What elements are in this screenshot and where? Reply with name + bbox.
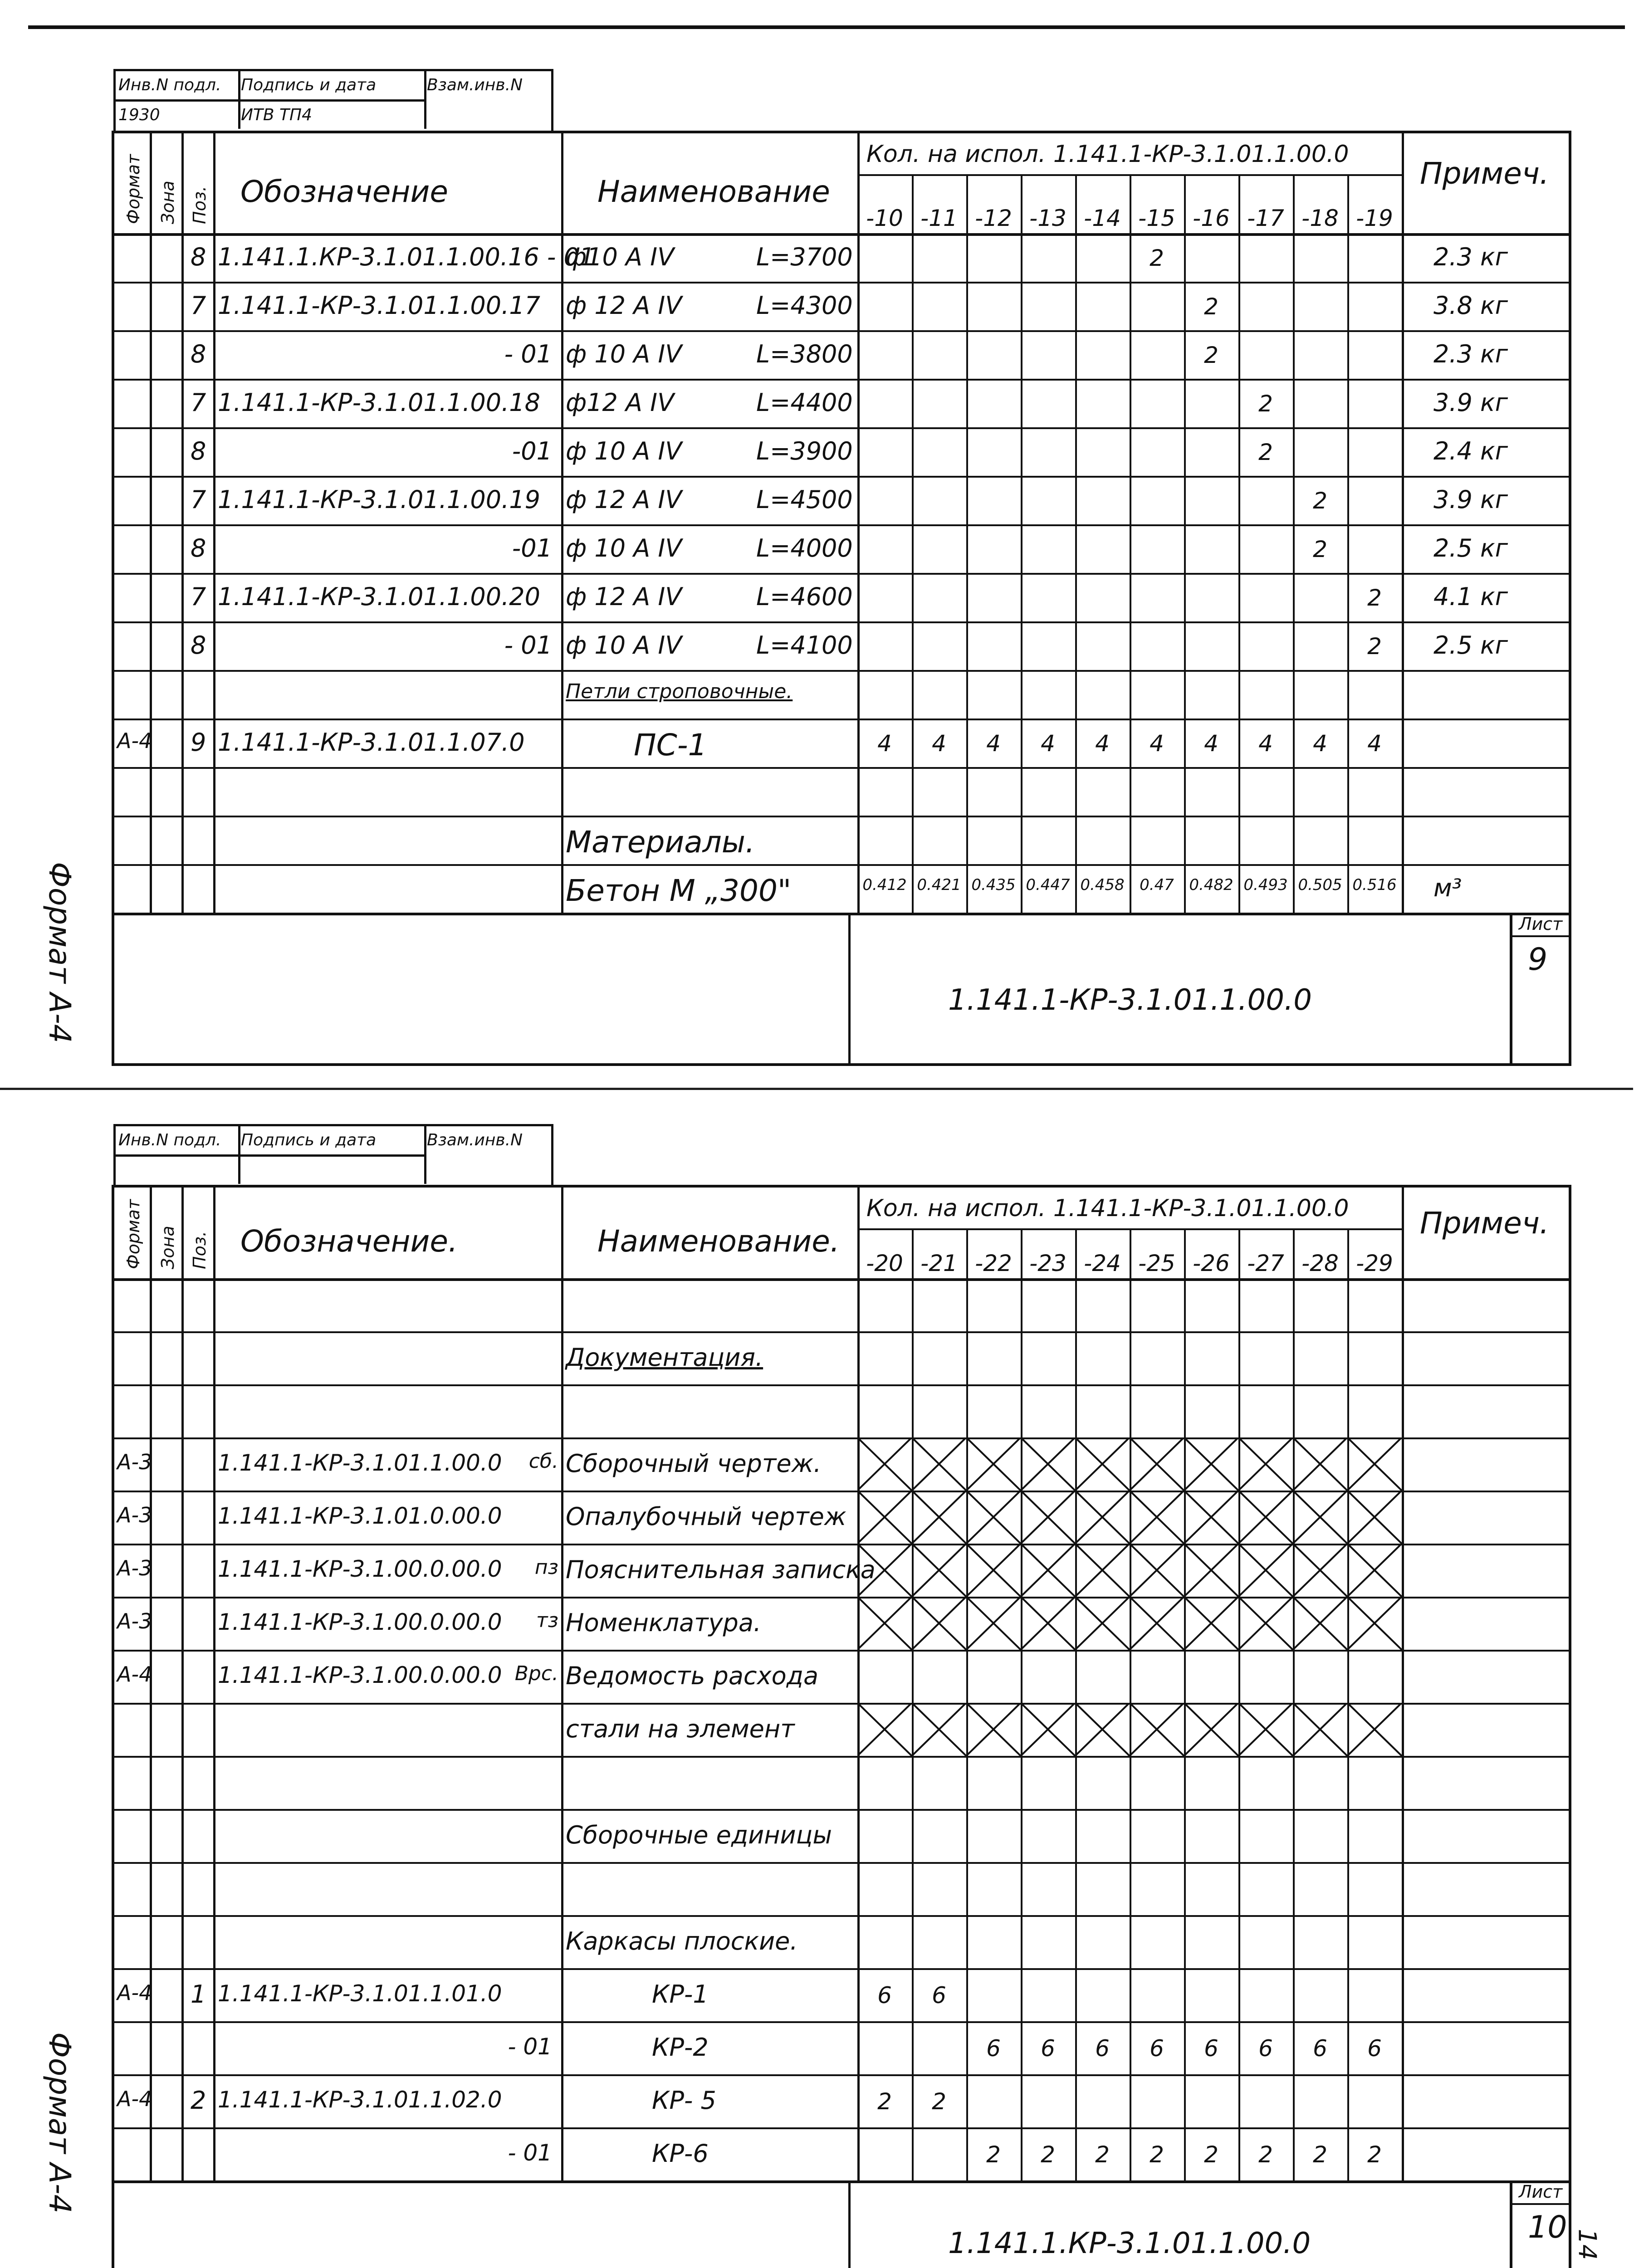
name-cell: КР-6 bbox=[652, 2139, 709, 2168]
cross-mark bbox=[912, 1703, 966, 1756]
qty-column-label: -25 bbox=[1138, 1250, 1175, 1276]
row-divider bbox=[114, 670, 1569, 672]
pos-header: Поз. bbox=[190, 186, 210, 224]
stamp-header-cell: Подпись и дата bbox=[238, 71, 426, 99]
designation-suffix: сб. bbox=[528, 1449, 558, 1473]
qty-cell: 0.412 bbox=[862, 875, 907, 894]
cross-mark bbox=[1075, 1597, 1130, 1650]
qty-cell: 4 bbox=[932, 730, 946, 757]
designation-cell: - 01 bbox=[508, 2033, 552, 2060]
name-cell: КР- 5 bbox=[652, 2086, 716, 2115]
row-divider bbox=[114, 1650, 1569, 1652]
row-divider bbox=[114, 379, 1569, 381]
qty-cell: 0.458 bbox=[1080, 875, 1125, 894]
qty-column-label: -11 bbox=[920, 205, 958, 231]
designation-cell: -01 bbox=[512, 533, 552, 562]
row-divider bbox=[114, 767, 1569, 769]
row-divider bbox=[114, 1862, 1569, 1864]
qty-column-label: -21 bbox=[920, 1250, 958, 1276]
stamp-header-cell: Подпись и дата bbox=[238, 1126, 426, 1154]
qty-cell: 4 bbox=[1313, 730, 1327, 757]
row-divider bbox=[114, 1384, 1569, 1386]
qty-cell: 2 bbox=[1313, 487, 1327, 514]
sheet-2 bbox=[112, 1185, 1602, 2268]
row-divider bbox=[114, 524, 1569, 526]
length-cell: L=4000 bbox=[756, 533, 853, 562]
cross-mark bbox=[912, 1597, 966, 1650]
name-cell: Ведомость расхода bbox=[566, 1661, 819, 1690]
qty-column-divider bbox=[1238, 176, 1240, 913]
name-cell: Каркасы плоские. bbox=[566, 1926, 798, 1955]
qty-column-label: -15 bbox=[1138, 205, 1175, 231]
row-divider bbox=[114, 2021, 1569, 2023]
title-divider bbox=[848, 913, 851, 1063]
format-cell: А-3 bbox=[117, 1449, 152, 1474]
pos-cell: 9 bbox=[191, 728, 206, 757]
row-divider bbox=[114, 1968, 1569, 1970]
pos-cell: 8 bbox=[191, 631, 206, 660]
name-cell: Материалы. bbox=[566, 824, 755, 860]
note-cell: 2.3 кг bbox=[1433, 242, 1508, 271]
pos-cell: 7 bbox=[191, 388, 206, 417]
row-divider bbox=[114, 1809, 1569, 1811]
row-divider bbox=[114, 1915, 1569, 1917]
note-header: Примеч. bbox=[1420, 1206, 1549, 1241]
cross-mark bbox=[857, 1544, 912, 1597]
cross-mark bbox=[1347, 1437, 1402, 1491]
designation-cell: 1.141.1-КР-3.1.00.0.00.0 bbox=[218, 1662, 502, 1688]
qty-column-divider bbox=[1075, 176, 1077, 913]
qty-cell: 6 bbox=[1095, 2035, 1110, 2062]
column-divider bbox=[857, 1188, 860, 2180]
name-cell: Петли строповочные. bbox=[566, 679, 793, 703]
qty-column-label: -18 bbox=[1301, 205, 1339, 231]
qty-column-label: -16 bbox=[1193, 205, 1230, 231]
qty-cell: 2 bbox=[1258, 2141, 1273, 2168]
row-divider bbox=[114, 330, 1569, 332]
qty-cell: 4 bbox=[1204, 730, 1218, 757]
qty-column-label: -27 bbox=[1247, 1250, 1284, 1276]
name-cell: ф 10 А IV bbox=[566, 339, 682, 368]
length-cell: L=4400 bbox=[756, 388, 853, 417]
name-cell: ф12 А IV bbox=[566, 388, 675, 417]
cross-mark bbox=[1293, 1703, 1347, 1756]
cross-mark bbox=[966, 1437, 1021, 1491]
pos-cell: 8 bbox=[191, 339, 206, 368]
note-cell: 3.8 кг bbox=[1433, 291, 1508, 320]
row-divider bbox=[114, 1331, 1569, 1333]
qty-cell: 6 bbox=[1041, 2035, 1055, 2062]
qty-cell: 2 bbox=[1204, 293, 1218, 320]
zone-header: Зона bbox=[158, 1226, 178, 1269]
cross-mark bbox=[1184, 1491, 1238, 1544]
qty-cell: 6 bbox=[932, 1982, 946, 2009]
designation-cell: 1.141.1-КР-3.1.01.1.01.0 bbox=[218, 1980, 502, 2007]
qty-column-divider bbox=[912, 176, 914, 913]
format-cell: А-4 bbox=[117, 2086, 152, 2111]
length-cell: L=4600 bbox=[756, 582, 853, 611]
top-rule bbox=[28, 25, 1625, 29]
cross-mark bbox=[857, 1437, 912, 1491]
qty-cell: 0.435 bbox=[971, 875, 1016, 894]
qty-column-label: -26 bbox=[1193, 1250, 1230, 1276]
cross-mark bbox=[1238, 1491, 1293, 1544]
stamp-block bbox=[113, 69, 553, 132]
qty-cell: 0.493 bbox=[1243, 875, 1288, 894]
column-divider bbox=[857, 133, 860, 913]
qty-cell: 2 bbox=[1313, 536, 1327, 562]
cross-mark bbox=[1184, 1597, 1238, 1650]
qty-column-label: -22 bbox=[975, 1250, 1012, 1276]
cross-mark bbox=[1130, 1703, 1184, 1756]
qty-cell: 4 bbox=[1367, 730, 1382, 757]
cross-mark bbox=[1021, 1703, 1075, 1756]
name-cell: ф 10 А IV bbox=[566, 631, 682, 660]
qty-cell: 2 bbox=[1150, 244, 1164, 271]
format-cell: А-3 bbox=[117, 1608, 152, 1633]
row-divider bbox=[114, 573, 1569, 575]
pos-cell: 7 bbox=[191, 291, 206, 320]
name-cell: Сборочные единицы bbox=[566, 1820, 832, 1849]
qty-cell: 2 bbox=[1204, 342, 1218, 368]
designation-cell: - 01 bbox=[504, 631, 552, 660]
note-cell: 2.5 кг bbox=[1433, 631, 1508, 660]
pos-cell: 8 bbox=[191, 242, 206, 271]
qty-column-divider bbox=[1184, 176, 1186, 913]
note-cell: 3.9 кг bbox=[1433, 388, 1508, 417]
qty-column-label: -17 bbox=[1247, 205, 1284, 231]
cross-mark bbox=[857, 1491, 912, 1544]
cross-mark bbox=[1075, 1491, 1130, 1544]
qty-cell: 2 bbox=[986, 2141, 1001, 2168]
name-header: Наименование. bbox=[597, 1224, 840, 1259]
column-divider bbox=[181, 1188, 184, 2180]
qty-column-divider bbox=[1130, 176, 1131, 913]
cross-mark bbox=[1293, 1491, 1347, 1544]
drawing-code: 1.141.1-КР-3.1.01.1.00.0 bbox=[948, 983, 1312, 1017]
qty-cell: 6 bbox=[1367, 2035, 1382, 2062]
name-cell: ф10 А IV bbox=[566, 242, 675, 271]
stamp-header-cell: Инв.N подл. bbox=[116, 1126, 240, 1154]
sheet-1 bbox=[112, 131, 1571, 1066]
row-divider bbox=[114, 2127, 1569, 2129]
name-cell: КР-2 bbox=[652, 2033, 709, 2062]
qty-cell: 4 bbox=[1258, 730, 1273, 757]
note-cell: м³ bbox=[1433, 873, 1462, 902]
cross-mark bbox=[1347, 1597, 1402, 1650]
qty-column-label: -14 bbox=[1084, 205, 1121, 231]
stamp-header-cell: Инв.N подл. bbox=[116, 71, 240, 99]
length-cell: L=3800 bbox=[756, 339, 853, 368]
qty-cell: 2 bbox=[1367, 633, 1382, 660]
sheet-number: 9 bbox=[1528, 942, 1548, 978]
designation-suffix: пз bbox=[534, 1555, 558, 1579]
qty-cell: 0.516 bbox=[1352, 875, 1397, 894]
qty-cell: 4 bbox=[877, 730, 892, 757]
qty-cell: 0.482 bbox=[1189, 875, 1233, 894]
designation-cell: 1.141.1-КР-3.1.01.1.00.20 bbox=[218, 582, 541, 611]
stamp-header-cell: Взам.инв.N bbox=[424, 71, 553, 99]
qty-cell: 4 bbox=[1150, 730, 1164, 757]
qty-column-divider bbox=[1347, 176, 1349, 913]
name-cell: ф 10 А IV bbox=[566, 436, 682, 465]
pos-cell: 8 bbox=[191, 533, 206, 562]
name-cell: КР-1 bbox=[652, 1980, 709, 2009]
cross-mark bbox=[1293, 1437, 1347, 1491]
cross-mark bbox=[1130, 1597, 1184, 1650]
qty-cell: 2 bbox=[877, 2088, 892, 2115]
length-cell: L=4100 bbox=[756, 631, 853, 660]
qty-cell: 6 bbox=[1204, 2035, 1218, 2062]
designation-header: Обозначение. bbox=[240, 1224, 458, 1259]
length-cell: L=3900 bbox=[756, 436, 853, 465]
qty-cell: 4 bbox=[1095, 730, 1110, 757]
sheet-label-rule bbox=[1510, 2203, 1569, 2205]
qty-column-label: -23 bbox=[1029, 1250, 1067, 1276]
qty-cell: 6 bbox=[1313, 2035, 1327, 2062]
format-header: Формат bbox=[123, 154, 143, 224]
qty-column-divider bbox=[966, 176, 968, 913]
cross-mark bbox=[1184, 1544, 1238, 1597]
designation-header: Обозначение bbox=[240, 174, 448, 209]
qty-column-divider bbox=[1021, 176, 1022, 913]
cross-mark bbox=[1238, 1544, 1293, 1597]
qty-column-label: -24 bbox=[1084, 1250, 1121, 1276]
row-divider bbox=[114, 864, 1569, 866]
name-cell: Сборочный чертеж. bbox=[566, 1449, 822, 1478]
format-header: Формат bbox=[123, 1199, 143, 1269]
format-cell: А-4 bbox=[117, 728, 152, 753]
cross-mark bbox=[1184, 1437, 1238, 1491]
row-divider bbox=[114, 719, 1569, 720]
cross-mark bbox=[1347, 1544, 1402, 1597]
qty-column-label: -13 bbox=[1029, 205, 1067, 231]
designation-suffix: Врс. bbox=[514, 1662, 558, 1685]
title-block bbox=[114, 2180, 1569, 2268]
cross-mark bbox=[1184, 1703, 1238, 1756]
name-cell: стали на элемент bbox=[566, 1714, 795, 1743]
designation-cell: 1.141.1-КР-3.1.01.1.00.19 bbox=[218, 485, 541, 514]
format-cell: А-3 bbox=[117, 1502, 152, 1527]
row-divider bbox=[114, 621, 1569, 623]
qty-cell: 0.505 bbox=[1298, 875, 1342, 894]
cross-mark bbox=[1130, 1544, 1184, 1597]
qty-header: Кол. на испол. 1.141.1-КР-3.1.01.1.00.0 bbox=[866, 1195, 1349, 1222]
cross-mark bbox=[912, 1491, 966, 1544]
cross-mark bbox=[1293, 1544, 1347, 1597]
qty-cell: 0.421 bbox=[917, 875, 961, 894]
qty-cell: 6 bbox=[877, 1982, 892, 2009]
note-cell: 3.9 кг bbox=[1433, 485, 1508, 514]
cross-mark bbox=[966, 1703, 1021, 1756]
qty-header: Кол. на испол. 1.141.1-КР-3.1.01.1.00.0 bbox=[866, 141, 1349, 168]
pos-cell: 1 bbox=[191, 1980, 206, 2009]
stamp-value-cell: ИТВ ТП4 bbox=[238, 99, 426, 129]
stamp-block bbox=[113, 1124, 553, 1187]
name-cell: Номенклатура. bbox=[566, 1608, 762, 1637]
note-header: Примеч. bbox=[1420, 156, 1549, 191]
format-cell: А-4 bbox=[117, 1662, 152, 1686]
cross-mark bbox=[1130, 1437, 1184, 1491]
qty-cell: 2 bbox=[1258, 390, 1273, 417]
qty-column-label: -19 bbox=[1356, 205, 1393, 231]
cross-mark bbox=[966, 1597, 1021, 1650]
name-cell: Пояснительная записка bbox=[566, 1555, 876, 1584]
designation-suffix: тз bbox=[536, 1608, 558, 1632]
qty-cell: 2 bbox=[1041, 2141, 1055, 2168]
qty-column-label: -10 bbox=[866, 205, 903, 231]
pos-header: Поз. bbox=[190, 1231, 210, 1269]
length-cell: L=4300 bbox=[756, 291, 853, 320]
qty-cell: 2 bbox=[1367, 2141, 1382, 2168]
pos-cell: 7 bbox=[191, 582, 206, 611]
pos-cell: 7 bbox=[191, 485, 206, 514]
designation-cell: 1.141.1-КР-3.1.01.0.00.0 bbox=[218, 1502, 502, 1529]
pos-cell: 2 bbox=[191, 2086, 206, 2115]
row-divider bbox=[114, 427, 1569, 429]
qty-cell: 4 bbox=[1041, 730, 1055, 757]
qty-column-label: -20 bbox=[866, 1250, 903, 1276]
stamp-value-cell: 1930 bbox=[116, 99, 240, 129]
cross-mark bbox=[1293, 1597, 1347, 1650]
designation-cell: 1.141.1-КР-3.1.00.0.00.0 bbox=[218, 1555, 502, 1582]
qty-cell: 2 bbox=[1258, 439, 1273, 465]
qty-cell: 2 bbox=[1313, 2141, 1327, 2168]
row-divider bbox=[114, 2074, 1569, 2076]
cross-mark bbox=[1238, 1703, 1293, 1756]
qty-cell: 2 bbox=[1367, 584, 1382, 611]
cross-mark bbox=[1238, 1597, 1293, 1650]
cross-mark bbox=[1021, 1491, 1075, 1544]
cross-mark bbox=[1021, 1544, 1075, 1597]
cross-mark bbox=[857, 1703, 912, 1756]
pos-cell: 8 bbox=[191, 436, 206, 465]
length-cell: L=4500 bbox=[756, 485, 853, 514]
sheet-label: Лист bbox=[1519, 2182, 1563, 2202]
stamp-value-cell bbox=[116, 1154, 240, 1184]
designation-cell: 1.141.1-КР-3.1.01.1.07.0 bbox=[218, 728, 525, 757]
row-divider bbox=[114, 816, 1569, 817]
sheet-number: 10 bbox=[1528, 2209, 1567, 2245]
column-divider bbox=[181, 133, 184, 913]
column-divider bbox=[1402, 133, 1404, 913]
designation-cell: -01 bbox=[512, 436, 552, 465]
name-cell: ф 12 А IV bbox=[566, 291, 682, 320]
qty-cell: 2 bbox=[1204, 2141, 1218, 2168]
cross-mark bbox=[1347, 1491, 1402, 1544]
name-cell: ф 12 А IV bbox=[566, 485, 682, 514]
stamp-value-cell bbox=[238, 1154, 426, 1184]
drawing-code: 1.141.1.КР-3.1.01.1.00.0 bbox=[948, 2227, 1311, 2260]
designation-cell: 1.141.1.КР-3.1.01.1.00.16 - 01 bbox=[218, 242, 595, 271]
corner-sheet-number: 14 bbox=[1573, 2229, 1602, 2260]
format-cell: А-4 bbox=[117, 1980, 152, 2005]
cross-mark bbox=[1021, 1437, 1075, 1491]
column-divider bbox=[213, 133, 215, 913]
row-divider bbox=[114, 282, 1569, 284]
qty-cell: 4 bbox=[986, 730, 1001, 757]
format-label-1: Формат А-4 bbox=[42, 862, 77, 1043]
designation-cell: - 01 bbox=[504, 339, 552, 368]
row-divider bbox=[114, 476, 1569, 478]
cross-mark bbox=[1130, 1491, 1184, 1544]
stamp-header-cell: Взам.инв.N bbox=[424, 1126, 553, 1154]
qty-cell: 0.47 bbox=[1140, 875, 1174, 894]
designation-cell: - 01 bbox=[508, 2139, 552, 2166]
name-cell: Документация. bbox=[566, 1343, 763, 1372]
qty-cell: 2 bbox=[1095, 2141, 1110, 2168]
qty-column-label: -12 bbox=[975, 205, 1012, 231]
column-divider bbox=[1402, 1188, 1404, 2180]
name-cell: Бетон М „300" bbox=[566, 873, 792, 908]
qty-cell: 2 bbox=[932, 2088, 946, 2115]
qty-column-label: -29 bbox=[1356, 1250, 1393, 1276]
title-block bbox=[114, 913, 1569, 1066]
cross-mark bbox=[966, 1491, 1021, 1544]
name-cell: ПС-1 bbox=[634, 727, 707, 763]
qty-column-label: -28 bbox=[1301, 1250, 1339, 1276]
designation-cell: 1.141.1-КР-3.1.00.0.00.0 bbox=[218, 1608, 502, 1635]
qty-cell: 0.447 bbox=[1026, 875, 1070, 894]
qty-cell: 6 bbox=[1150, 2035, 1164, 2062]
length-cell: L=3700 bbox=[756, 242, 853, 271]
qty-cell: 6 bbox=[986, 2035, 1001, 2062]
cross-mark bbox=[1075, 1544, 1130, 1597]
cross-mark bbox=[1075, 1437, 1130, 1491]
sheet-separator bbox=[0, 1088, 1633, 1090]
cross-mark bbox=[912, 1544, 966, 1597]
cross-mark bbox=[966, 1544, 1021, 1597]
qty-cell: 6 bbox=[1258, 2035, 1273, 2062]
column-divider bbox=[561, 1188, 563, 2180]
name-header: Наименование bbox=[597, 174, 830, 209]
cross-mark bbox=[1347, 1703, 1402, 1756]
note-cell: 2.5 кг bbox=[1433, 533, 1508, 562]
designation-cell: 1.141.1-КР-3.1.01.1.02.0 bbox=[218, 2086, 502, 2113]
qty-cell: 2 bbox=[1150, 2141, 1164, 2168]
format-cell: А-3 bbox=[117, 1555, 152, 1580]
cross-mark bbox=[912, 1437, 966, 1491]
format-label-2: Формат А-4 bbox=[42, 2032, 77, 2214]
name-cell: ф 10 А IV bbox=[566, 533, 682, 562]
note-cell: 2.4 кг bbox=[1433, 436, 1508, 465]
designation-cell: 1.141.1-КР-3.1.01.1.00.18 bbox=[218, 388, 541, 417]
cross-mark bbox=[1238, 1437, 1293, 1491]
name-cell: ф 12 А IV bbox=[566, 582, 682, 611]
designation-cell: 1.141.1-КР-3.1.01.1.00.0 bbox=[218, 1449, 502, 1476]
zone-header: Зона bbox=[158, 181, 178, 224]
sheet-label: Лист bbox=[1519, 914, 1563, 934]
name-cell: Опалубочный чертеж bbox=[566, 1502, 846, 1531]
cross-mark bbox=[857, 1597, 912, 1650]
note-cell: 4.1 кг bbox=[1433, 582, 1508, 611]
column-divider bbox=[213, 1188, 215, 2180]
designation-cell: 1.141.1-КР-3.1.01.1.00.17 bbox=[218, 291, 541, 320]
sheet-label-rule bbox=[1510, 935, 1569, 937]
row-divider bbox=[114, 1756, 1569, 1758]
column-divider bbox=[150, 133, 152, 913]
note-cell: 2.3 кг bbox=[1433, 339, 1508, 368]
cross-mark bbox=[1075, 1703, 1130, 1756]
cross-mark bbox=[1021, 1597, 1075, 1650]
title-divider bbox=[848, 2180, 851, 2268]
